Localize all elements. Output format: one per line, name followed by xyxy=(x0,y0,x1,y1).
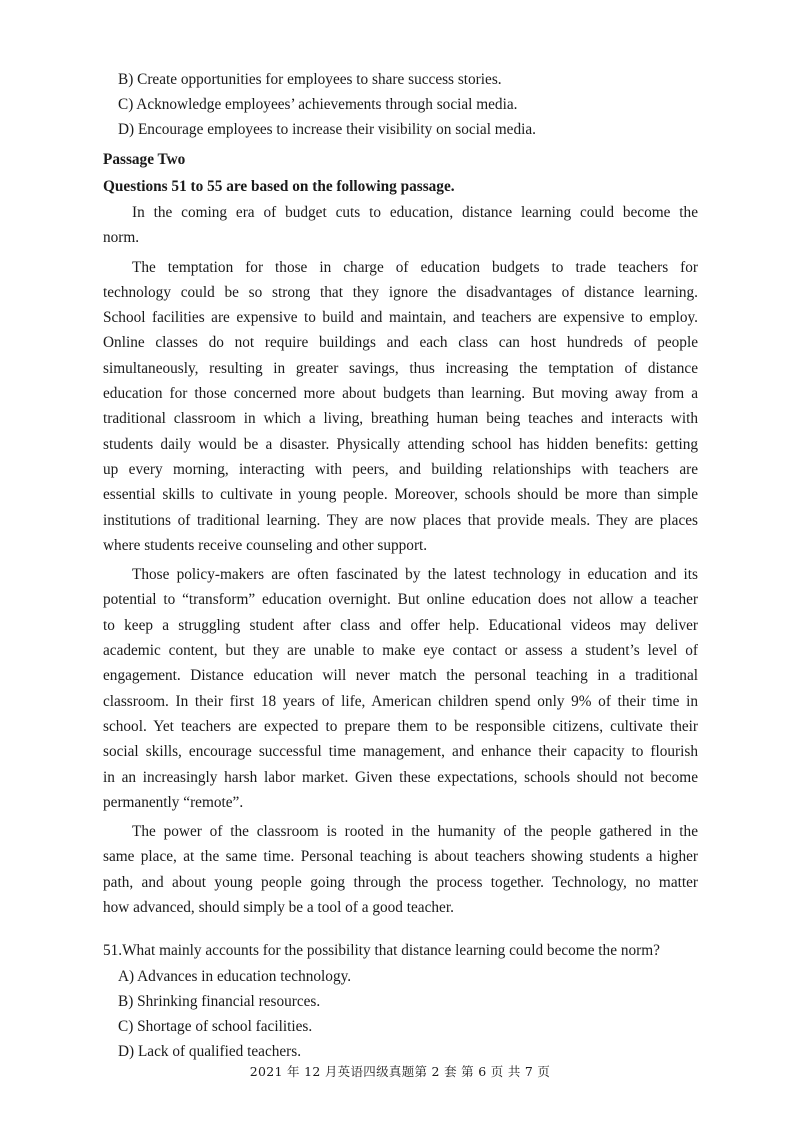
paragraph-line: institutions of traditional learning. They are now places that provide meals. They are places xyxy=(103,511,698,529)
paragraph-line: School facilities are expensive to build and maintain, and teachers are expensive to employ. xyxy=(103,309,698,327)
answer-option: B) Shrinking financial resources. xyxy=(118,992,321,1010)
paragraph-line: simultaneously, resulting in greater savings, thus increasing the temptation of distance xyxy=(103,359,698,377)
paragraph-line: traditional classroom in which a living, breathing human being teaches and interacts with xyxy=(103,410,698,428)
paragraph-line: in an increasingly harsh labor market. Given these expectations, schools should not become xyxy=(103,768,698,786)
previous-question-options xyxy=(103,67,698,142)
exam-page xyxy=(103,67,698,1064)
paragraph-line: technology could be so strong that they ignore the disadvantages of distance learning. xyxy=(103,283,698,301)
paragraph xyxy=(103,255,698,559)
paragraph-line: potential to “transform” education overnight. But online education does not allow a teacher xyxy=(103,591,698,609)
question-stem: 51.What mainly accounts for the possibility that distance learning could become the norm? xyxy=(103,942,660,960)
paragraph-line: education for those concerned more about budgets than learning. But moving away from a xyxy=(103,385,698,403)
page-footer: 2021 年 12 月英语四级真题第 2 套 第 6 页 共 7 页 xyxy=(249,1064,551,1079)
paragraph-line: essential skills to cultivate in young people. Moreover, schools should be more than simple xyxy=(103,486,698,504)
paragraph-line: social skills, encourage successful time management, and enhance their capacity to flourish xyxy=(103,743,698,761)
paragraph-line: up every morning, interacting with peers, and building relationships with teachers are xyxy=(103,460,698,478)
paragraph-line: Those policy-makers are often fascinated by the latest technology in education and its xyxy=(132,566,698,584)
answer-options xyxy=(103,964,698,1064)
paragraph-line: The temptation for those in charge of education budgets to trade teachers for xyxy=(132,258,698,276)
answer-option: A) Advances in education technology. xyxy=(118,967,352,985)
paragraph-line: how advanced, should simply be a tool of a good teacher. xyxy=(103,899,454,917)
paragraph-line: engagement. Distance education will never match the personal teaching in a traditional xyxy=(103,667,698,685)
passage-title: Passage Two xyxy=(103,151,186,168)
question-51 xyxy=(103,938,698,1063)
paragraph-line: Online classes do not require buildings and each class can host hundreds of people xyxy=(103,334,698,352)
answer-option: D) Lack of qualified teachers. xyxy=(118,1042,302,1060)
answer-option: C) Shortage of school facilities. xyxy=(118,1017,313,1035)
paragraph-line: path, and about young people going through the process together. Technology, no matter xyxy=(103,873,698,891)
paragraph xyxy=(103,819,698,920)
paragraph-line: permanently “remote”. xyxy=(103,793,244,811)
passage-instruction: Questions 51 to 55 are based on the following passage. xyxy=(103,178,455,195)
paragraph xyxy=(103,562,698,815)
previous-option: C) Acknowledge employees’ achievements through social media. xyxy=(118,96,518,113)
paragraph-line: academic content, but they are unable to make eye contact or assess a student’s level of xyxy=(103,642,698,660)
paragraph-line: same place, at the same time. Personal teaching is about teachers showing students a higher xyxy=(103,848,698,866)
paragraph-line: to keep a struggling student after class and offer help. Educational videos may deliver xyxy=(103,616,698,634)
paragraph-line: school. Yet teachers are expected to prepare them to be responsible citizens, cultivate their xyxy=(103,717,698,735)
paragraph-line: In the coming era of budget cuts to education, distance learning could become the xyxy=(132,204,698,221)
previous-option: B) Create opportunities for employees to share success stories. xyxy=(118,71,502,88)
passage-body xyxy=(103,200,698,920)
paragraph-line: The power of the classroom is rooted in the humanity of the people gathered in the xyxy=(132,823,698,841)
paragraph xyxy=(103,200,698,251)
paragraph-line: norm. xyxy=(103,229,140,247)
paragraph-line: classroom. In their first 18 years of life, American children spend only 9% of their time in xyxy=(103,692,698,710)
previous-option: D) Encourage employees to increase their visibility on social media. xyxy=(118,121,536,138)
paragraph-line: where students receive counseling and other support. xyxy=(103,536,428,554)
paragraph-line: students daily would be a disaster. Physically attending school has hidden benefits: getting xyxy=(103,435,698,453)
